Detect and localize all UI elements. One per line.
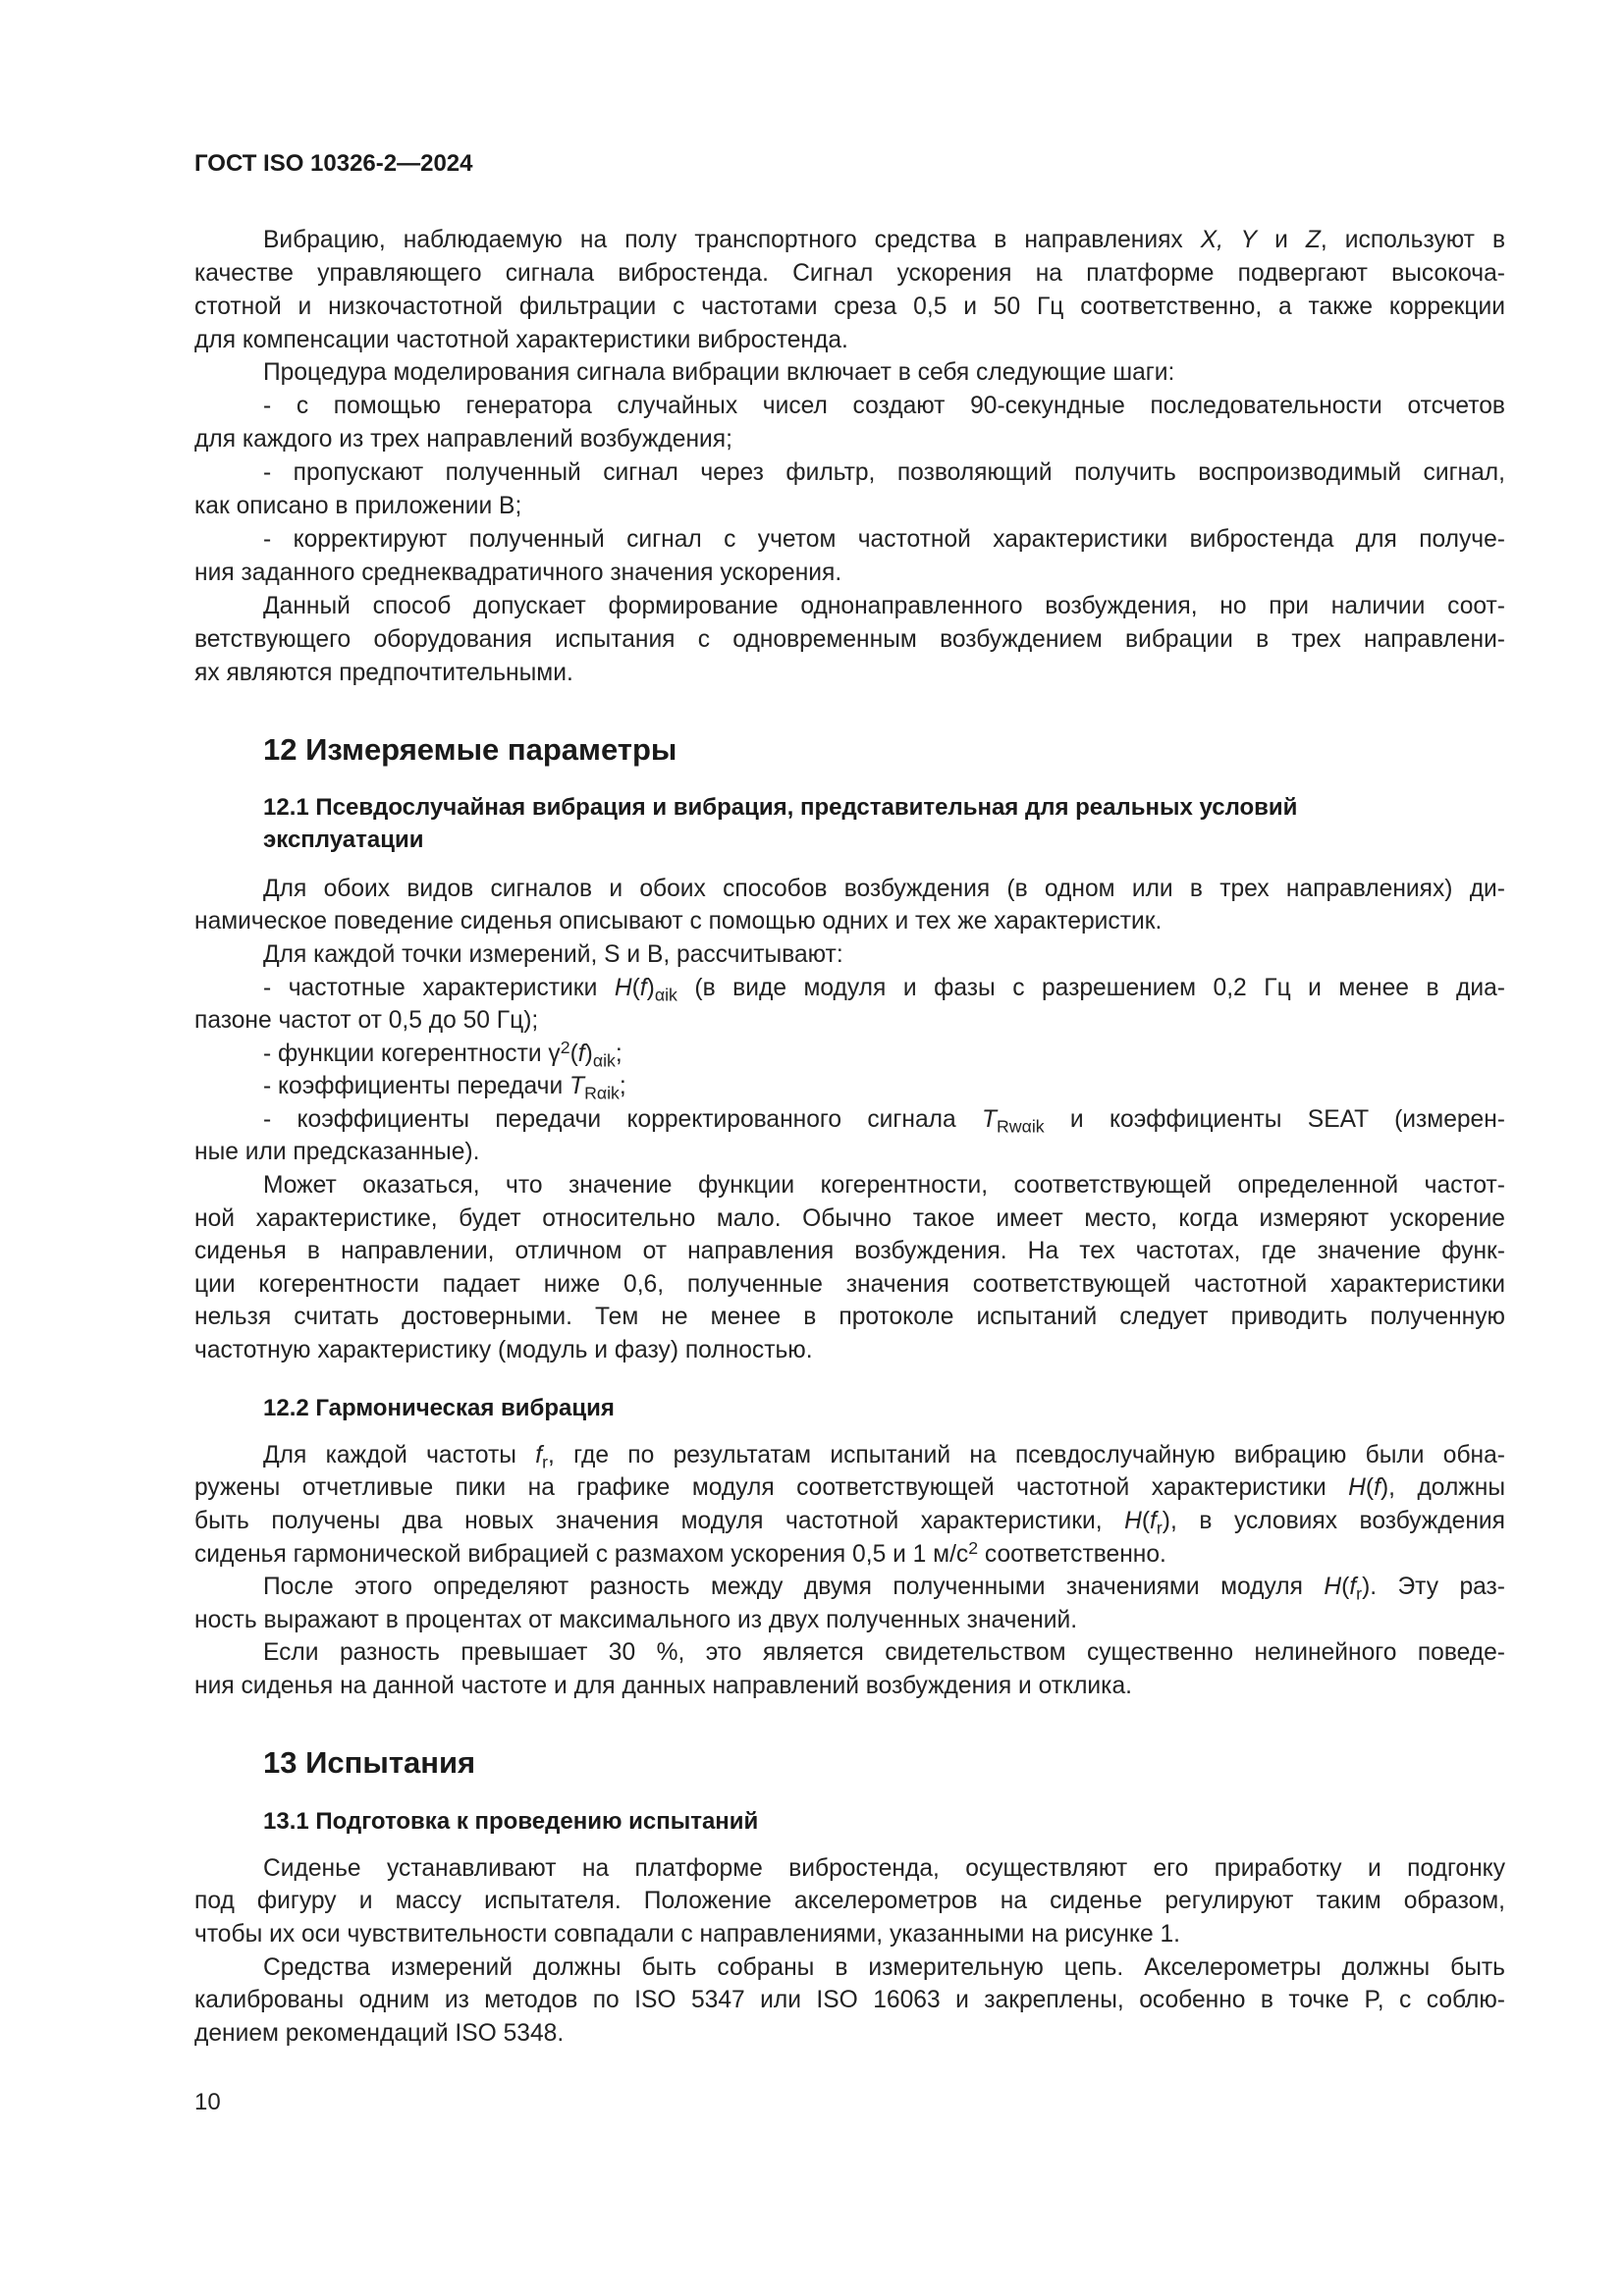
text-line: Данный способ допускает формирование однонаправленного возбуждения, но при наличии соот- <box>263 592 1505 619</box>
text-line: стотной и низкочастотной фильтрации с частотами среза 0,5 и 50 Гц соответственно, а также коррекции <box>194 293 1505 320</box>
section-heading: 13 Испытания <box>263 1745 476 1781</box>
text-line: Вибрацию, наблюдаемую на полу транспортного средства в направлениях X, Y и Z, используют в <box>263 226 1506 253</box>
text-line: под фигуру и массу испытателя. Положение акселерометров на сиденье регулируют таким образом, <box>194 1888 1505 1915</box>
text-line: - частотные характеристики $H(f)_{\alpha ik}$ (в виде модуля и фазы с разрешением 0,2 Гц и менее в диа- <box>263 974 1505 1005</box>
text-line: Если разность превышает 30 %, это является свидетельством существенно нелинейного поведе- <box>263 1639 1505 1667</box>
subsection-heading: 12.2 Гармоническая вибрация <box>263 1395 615 1422</box>
page-number: 10 <box>194 2089 221 2116</box>
document-header: ГОСТ ISO 10326-2—2024 <box>194 150 473 178</box>
text-line: После этого определяют разность между двумя полученными значениями модуля $H(f_r)$. Эту раз- <box>263 1574 1505 1604</box>
text-line: Для обоих видов сигналов и обоих способов возбуждения (в одном или в трех направлениях) ди- <box>263 875 1505 902</box>
subsection-heading: эксплуатации <box>263 827 424 854</box>
text-line: Процедура моделирования сигнала вибрации включает в себя следующие шаги: <box>263 359 1175 387</box>
text-line: - пропускают полученный сигнал через фильтр, позволяющий получить воспроизводимый сигнал, <box>263 459 1505 487</box>
text-line: ружены отчетливые пики на графике модуля соответствующей частотной характеристики H(f), должны <box>194 1474 1506 1502</box>
text-line: ции когерентности падает ниже 0,6, полученные значения соответствующей частотной характеристики <box>194 1270 1505 1298</box>
text-line: нельзя считать достоверными. Тем не менее в протоколе испытаний следует приводить полученную <box>194 1304 1505 1331</box>
text-line: чтобы их оси чувствительности совпадали с направлениями, указанными на рисунке 1. <box>194 1921 1180 1948</box>
text-line: Может оказаться, что значение функции когерентности, соответствующей определенной частот- <box>263 1171 1505 1199</box>
text-line: качестве управляющего сигнала вибростенда. Сигнал ускорения на платформе подвергают высокоча- <box>194 259 1505 287</box>
text-line: быть получены два новых значения модуля частотной характеристики, $H(f_r)$, в условиях возбуждения <box>194 1508 1505 1538</box>
text-line: - коэффициенты передачи $T_{R\alpha ik}$; <box>263 1073 626 1103</box>
text-line: пазоне частот от 0,5 до 50 Гц); <box>194 1007 539 1035</box>
text-line: ные или предсказанные). <box>194 1139 480 1166</box>
text-line: сиденья в направлении, отличном от направления возбуждения. На тех частотах, где значение функ- <box>194 1238 1505 1265</box>
text-line: ях являются предпочтительными. <box>194 659 573 686</box>
text-line: Сиденье устанавливают на платформе вибростенда, осуществляют его приработку и подгонку <box>263 1854 1505 1882</box>
text-line: калиброваны одним из методов по ISO 5347 или ISO 16063 и закреплены, особенно в точке P, с соблю- <box>194 1987 1505 2014</box>
text-line: - корректируют полученный сигнал с учетом частотной характеристики вибростенда для получе- <box>263 525 1505 553</box>
text-line: - с помощью генератора случайных чисел создают 90-секундные последовательности отсчетов <box>263 393 1505 420</box>
text-line: ветствующего оборудования испытания с одновременным возбуждением вибрации в трех направлени- <box>194 625 1505 653</box>
text-line: для каждого из трех направлений возбуждения; <box>194 426 732 454</box>
text-line: сиденья гармонической вибрацией с размахом ускорения 0,5 и 1 $м/с^2$ соответственно. <box>194 1537 1166 1568</box>
text-line: дением рекомендаций ISO 5348. <box>194 2019 565 2047</box>
text-line: частотную характеристику (модуль и фазу) полностью. <box>194 1336 813 1363</box>
text-line: ния сиденья на данной частоте и для данных направлений возбуждения и отклика. <box>194 1672 1132 1699</box>
subsection-heading: 13.1 Подготовка к проведению испытаний <box>263 1808 759 1836</box>
text-line: Средства измерений должны быть собраны в измерительную цепь. Акселерометры должны быть <box>263 1953 1505 1981</box>
text-line: Для каждой точки измерений, S и B, рассчитывают: <box>263 941 843 968</box>
section-heading: 12 Измеряемые параметры <box>263 732 677 768</box>
text-line: для компенсации частотной характеристики вибростенда. <box>194 326 848 353</box>
text-line: намическое поведение сиденья описывают с помощью одних и тех же характеристик. <box>194 908 1163 935</box>
text-line: ность выражают в процентах от максимального из двух полученных значений. <box>194 1606 1078 1633</box>
text-line: - коэффициенты передачи корректированного сигнала $T_{Rw\alpha ik}$ и коэффициенты SEAT (измерен- <box>263 1105 1505 1137</box>
text-line: - функции когерентности $\gamma^2(f)_{\alpha ik}$; <box>263 1037 623 1071</box>
subsection-heading: 12.1 Псевдослучайная вибрация и вибрация, представительная для реальных условий <box>263 794 1298 822</box>
text-line: ния заданного среднеквадратичного значения ускорения. <box>194 559 842 586</box>
text-line: как описано в приложении В; <box>194 493 522 520</box>
text-line: ной характеристике, будет относительно мало. Обычно такое имеет место, когда измеряют ускорение <box>194 1204 1505 1232</box>
text-line: Для каждой частоты $f_r$, где по результатам испытаний на псевдослучайную вибрацию были обна- <box>263 1441 1505 1472</box>
